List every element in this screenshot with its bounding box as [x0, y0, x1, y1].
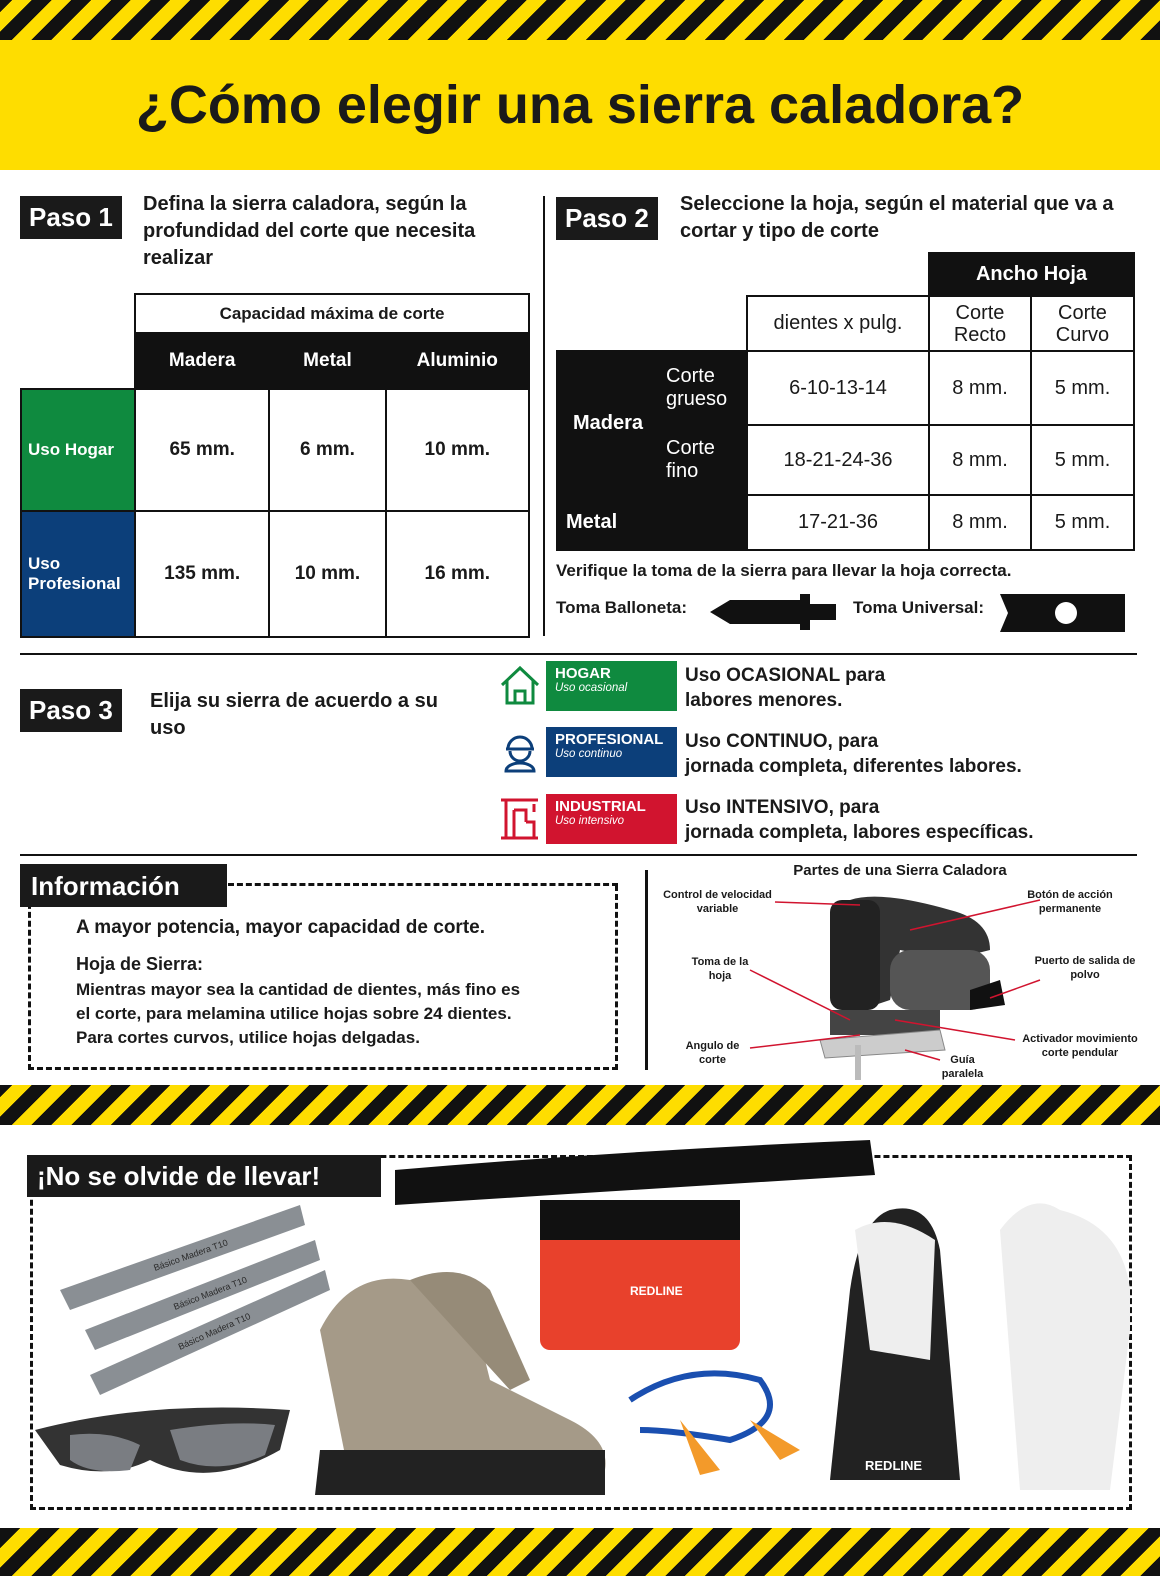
- cell: 6 mm.: [269, 389, 385, 511]
- category-desc: Uso OCASIONAL para labores menores.: [685, 665, 886, 711]
- info-body: Mientras mayor sea la cantidad de dientes, más fino es el corte, para melamina utilice hojas sobre 24 dientes. Para cortes curvos, utilice hojas delgadas.: [76, 980, 521, 1047]
- row-uso-profesional: Uso Profesional: [21, 511, 135, 637]
- cell: 135 mm.: [135, 511, 269, 637]
- page-title: ¿Cómo elegir una sierra caladora?: [135, 75, 1025, 135]
- capacity-caption: Capacidad máxima de corte: [135, 294, 529, 333]
- paso3-text: Elija su sierra de acuerdo a su uso: [150, 690, 438, 739]
- category-name: HOGAR: [555, 665, 611, 682]
- paso3-label: Paso 3: [20, 689, 122, 732]
- blade-label: Básico Madera T10: [172, 1274, 249, 1312]
- cell: 10 mm.: [386, 389, 529, 511]
- row-corte-grueso: Corte grueso: [659, 351, 747, 425]
- cell: 16 mm.: [386, 511, 529, 637]
- gloves-image: [830, 1203, 1130, 1490]
- category-desc: Uso CONTINUO, para jornada completa, diferentes labores.: [685, 731, 1022, 777]
- blade-label: Básico Madera T10: [152, 1237, 230, 1273]
- cell: 5 mm.: [1031, 495, 1134, 550]
- products-illustration: [30, 1130, 1130, 1510]
- paso2-label: Paso 2: [556, 197, 658, 240]
- hazard-stripe-top: [0, 0, 1160, 40]
- part-label: Control de velocidad variable: [663, 889, 772, 915]
- category-sub: Uso continuo: [555, 748, 623, 760]
- col-corte-curvo: Corte Curvo: [1031, 296, 1134, 351]
- category-desc: Uso INTENSIVO, para jornada completa, labores específicas.: [685, 797, 1034, 843]
- cell: 6-10-13-14: [747, 351, 929, 425]
- category-profesional: [546, 727, 677, 777]
- hazard-stripe-middle: [0, 1085, 1160, 1125]
- verify-text: Verifique la toma de la sierra para llevar la hoja correcta.: [556, 561, 1012, 580]
- category-hogar: [546, 661, 677, 711]
- universal-shank-icon: [1000, 592, 1125, 634]
- divider: [645, 870, 648, 1070]
- house-icon: [498, 663, 542, 707]
- cell: 17-21-36: [747, 495, 929, 550]
- blade-table: [556, 252, 1135, 551]
- toma-balloneta-label: Toma Balloneta:: [556, 598, 687, 617]
- balloneta-shank-icon: [710, 592, 836, 632]
- svg-text:REDLINE: REDLINE: [865, 1458, 923, 1473]
- part-label: Angulo de corte: [685, 1040, 740, 1066]
- parts-title: Partes de una Sierra Caladora: [793, 862, 1007, 879]
- cell: 10 mm.: [269, 511, 385, 637]
- category-sub: Uso ocasional: [555, 682, 628, 694]
- svg-text:REDLINE: REDLINE: [630, 1284, 683, 1298]
- cell: 65 mm.: [135, 389, 269, 511]
- paso1-label: Paso 1: [20, 196, 122, 239]
- cell: 8 mm.: [929, 495, 1031, 550]
- col-aluminio: Aluminio: [386, 333, 529, 389]
- part-label: Activador movimiento corte pendular: [1022, 1033, 1138, 1059]
- worker-icon: [498, 729, 542, 773]
- toma-universal-label: Toma Universal:: [853, 598, 985, 617]
- blade-label: Básico Madera T10: [176, 1311, 252, 1352]
- cell: 5 mm.: [1031, 425, 1134, 495]
- cell: 18-21-24-36: [747, 425, 929, 495]
- part-label: Puerto de salida de polvo: [1034, 955, 1136, 981]
- category-name: PROFESIONAL: [555, 731, 664, 748]
- part-label: Botón de acción permanente: [1027, 889, 1113, 915]
- row-uso-hogar: Uso Hogar: [21, 389, 135, 511]
- cell: 5 mm.: [1031, 351, 1134, 425]
- category-sub: Uso intensivo: [555, 815, 625, 827]
- part-label: Guía paralela: [941, 1054, 984, 1080]
- factory-icon: [498, 796, 542, 840]
- row-corte-fino: Corte fino: [659, 425, 747, 495]
- paso2-text: Seleccione la hoja, según el material que va a cortar y tipo de corte: [680, 193, 1114, 242]
- category-name: INDUSTRIAL: [555, 798, 646, 815]
- col-metal: Metal: [269, 333, 385, 389]
- remember-title: ¡No se olvide de llevar!: [27, 1155, 381, 1197]
- part-label: Toma de la hoja: [691, 956, 749, 982]
- divider: [20, 854, 1137, 856]
- row-madera: Madera: [557, 351, 659, 495]
- category-industrial: [546, 794, 677, 844]
- ancho-hoja-header: Ancho Hoja: [929, 253, 1134, 296]
- cell: 8 mm.: [929, 425, 1031, 495]
- hazard-stripe-bottom: [0, 1528, 1160, 1576]
- header: [0, 40, 1160, 170]
- cell: 8 mm.: [929, 351, 1031, 425]
- capacity-table: [20, 293, 530, 638]
- col-dientes: dientes x pulg.: [747, 296, 929, 351]
- col-madera: Madera: [135, 333, 269, 389]
- earplugs-image: [630, 1373, 800, 1475]
- info-line1: A mayor potencia, mayor capacidad de corte.: [76, 917, 485, 938]
- divider: [20, 653, 1137, 655]
- safety-glasses-image: [35, 1408, 290, 1473]
- paso1-text: Defina la sierra caladora, según la profundidad del corte que necesita realizar: [143, 193, 476, 269]
- info-title: Información: [20, 864, 227, 907]
- info-subtitle: Hoja de Sierra:: [76, 954, 204, 974]
- col-corte-recto: Corte Recto: [929, 296, 1031, 351]
- divider: [543, 196, 545, 636]
- row-metal: Metal: [557, 495, 747, 550]
